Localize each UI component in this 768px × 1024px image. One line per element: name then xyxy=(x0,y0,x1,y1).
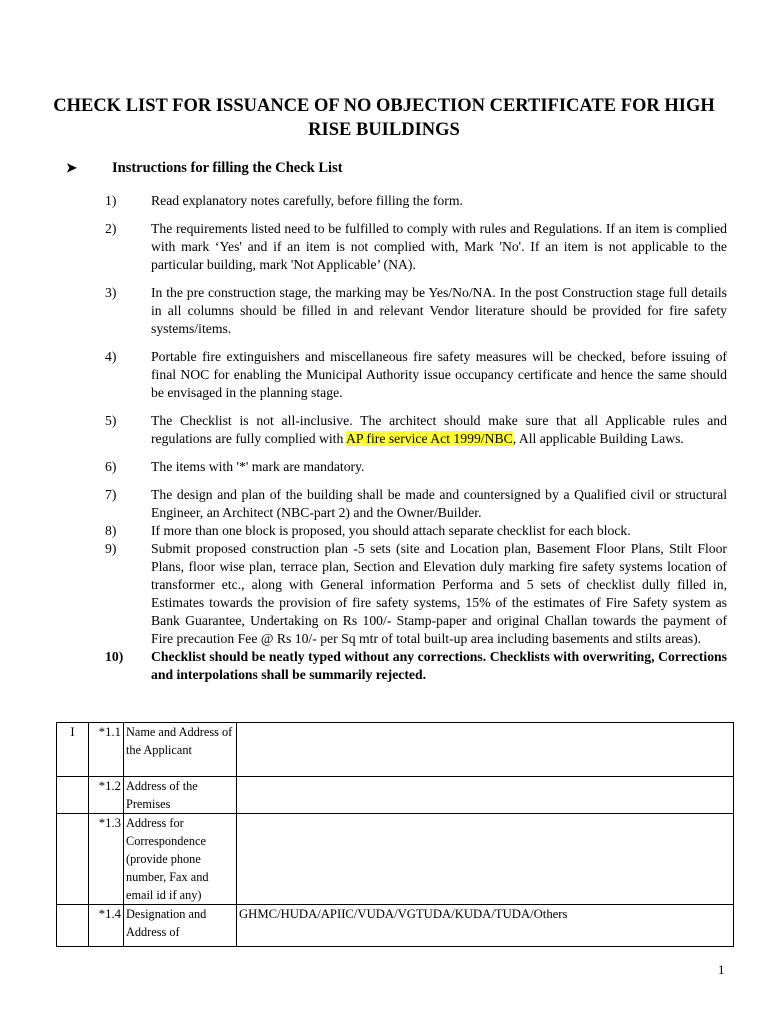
designation-address-field[interactable]: GHMC/HUDA/APIIC/VUDA/VGTUDA/KUDA/TUDA/Others xyxy=(237,905,734,947)
instruction-item-6: 6) The items with '*' mark are mandatory. xyxy=(105,459,365,474)
applicant-details-table xyxy=(56,722,734,947)
instructions-heading-text: Instructions for filling the Check List xyxy=(112,160,343,176)
instructions-list xyxy=(105,192,727,684)
page-number: 1 xyxy=(718,962,725,977)
premises-address-field[interactable] xyxy=(237,777,734,814)
table-row xyxy=(57,723,734,777)
row-number: *1.3 xyxy=(89,814,124,905)
instruction-item-4: 4) Portable fire extinguishers and miscellaneous fire safety measures will be checked, before issuing of final NOC for enabling the Municipal Authority issue occupancy certificate and hence the same should be envisaged in the planning stage. xyxy=(105,349,727,400)
arrow-bullet-icon: ➤ xyxy=(66,160,77,175)
page-title: CHECK LIST FOR ISSUANCE OF NO OBJECTION CERTIFICATE FOR HIGH RISE BUILDINGS xyxy=(53,96,715,140)
instruction-item-1: 1) Read explanatory notes carefully, before filling the form. xyxy=(105,193,463,208)
instruction-item-10: 10) Checklist should be neatly typed without any corrections. Checklists with overwriting, Corrections and interpolations shall be summarily rejected. xyxy=(105,649,727,682)
row-label: Address of the Premises xyxy=(124,777,237,814)
row-label: Designation and Address of xyxy=(124,905,237,947)
row-number: *1.2 xyxy=(89,777,124,814)
instruction-item-8: 8) If more than one block is proposed, you should attach separate checklist for each block. xyxy=(105,523,631,538)
table-row xyxy=(57,905,734,947)
row-number: *1.4 xyxy=(89,905,124,947)
section-number: I xyxy=(57,723,89,777)
correspondence-address-field[interactable] xyxy=(237,814,734,905)
instruction-item-2: 2) The requirements listed need to be fulfilled to comply with rules and Regulations. If an item is complied with mark ‘Yes' and if an item is not complied with, Mark 'No'. If an item is not applicable to the particular building, mark 'Not Applicable’ (NA). xyxy=(105,221,727,272)
row-label: Name and Address of the Applicant xyxy=(124,723,237,777)
instruction-item-7: 7) The design and plan of the building shall be made and countersigned by a Qualified civil or structural Engineer, an Architect (NBC-part 2) and the Owner/Builder. xyxy=(105,487,727,520)
table-row xyxy=(57,777,734,814)
table-row xyxy=(57,814,734,905)
applicant-name-field[interactable] xyxy=(237,723,734,777)
row-number: *1.1 xyxy=(89,723,124,777)
instruction-item-5: 5) The Checklist is not all-inclusive. The architect should make sure that all Applicable rules and regulations are fully complied with AP fire service Act 1999/NBC, All applicable Building Laws. xyxy=(105,413,727,446)
instruction-item-3: 3) In the pre construction stage, the marking may be Yes/No/NA. In the post Construction stage full details in all columns should be filled in and relevant Vendor literature should be provided for fire safety systems/items. xyxy=(105,285,727,336)
row-label: Address for Correspondence (provide phone number, Fax and email id if any) xyxy=(124,814,237,905)
highlighted-act-reference: AP fire service Act 1999/NBC xyxy=(346,431,513,446)
instruction-item-9: 9) Submit proposed construction plan -5 sets (site and Location plan, Basement Floor Plans, Stilt Floor Plans, floor wise plan, terrace plan, Section and Elevation duly marking fire safety systems location of transformer etc., along with General information Performa and 5 sets of checklist dully filled in, Estimates towards the provision of fire safety systems, 15% of the estimates of Fire Safety system as Bank Guarantee, Undertaking on Rs 100/- Stamp-paper and original Challan towards the payment of Fire precaution Fee @ Rs 10/- per Sq mtr of total built-up area including basements and stilts areas). xyxy=(105,541,727,646)
